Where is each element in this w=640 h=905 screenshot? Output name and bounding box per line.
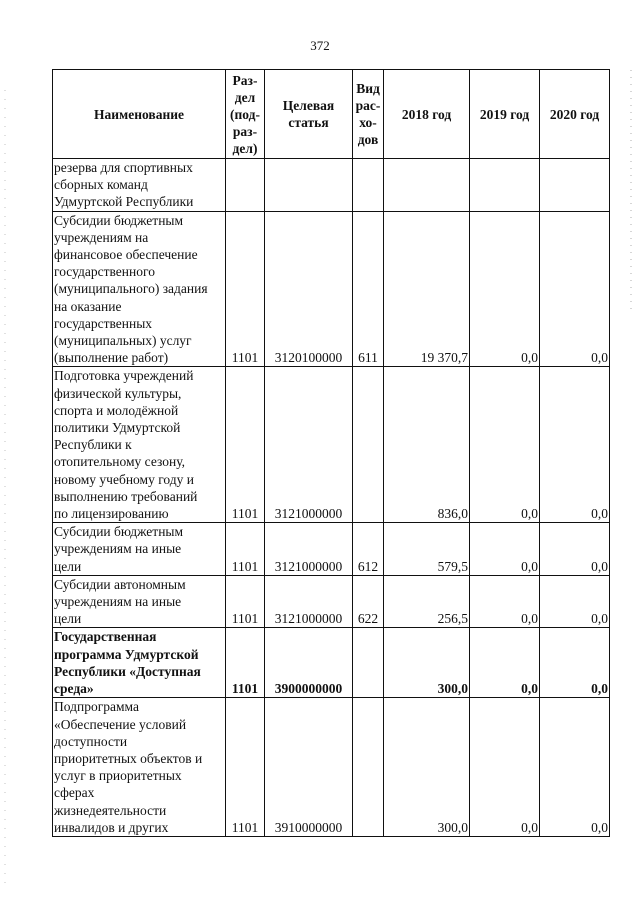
row-name: Субсидии бюджетным учреждениям на финансовое обеспечение государственного (муниципального) задания на оказание государственных (муниципальных) услуг (выполнение работ) xyxy=(53,211,226,367)
row-2020: 0,0 xyxy=(540,211,610,367)
row-section: 1101 xyxy=(226,698,265,837)
header-target: Целевая статья xyxy=(265,70,353,159)
row-section: 1101 xyxy=(226,367,265,523)
row-2019: 0,0 xyxy=(470,698,540,837)
row-2020: 0,0 xyxy=(540,367,610,523)
row-2018 xyxy=(384,159,470,212)
table-row xyxy=(53,523,610,576)
row-target: 3120100000 xyxy=(265,211,353,367)
header-expense-type: Вид рас- хо- дов xyxy=(353,70,384,159)
row-target: 3121000000 xyxy=(265,367,353,523)
row-2018: 19 370,7 xyxy=(384,211,470,367)
header-section: Раз- дел (под- раз- дел) xyxy=(226,70,265,159)
row-section: 1101 xyxy=(226,575,265,628)
row-expense-type: 622 xyxy=(353,575,384,628)
row-section: 1101 xyxy=(226,523,265,576)
row-2019: 0,0 xyxy=(470,575,540,628)
table-row xyxy=(53,628,610,698)
row-name: Субсидии бюджетным учреждениям на иные цели xyxy=(53,523,226,576)
header-2018: 2018 год xyxy=(384,70,470,159)
row-name: резерва для спортивных сборных команд Удмуртской Республики xyxy=(53,159,226,212)
row-2020: 0,0 xyxy=(540,698,610,837)
row-2020: 0,0 xyxy=(540,628,610,698)
table-row xyxy=(53,698,610,837)
header-name: Наименование xyxy=(53,70,226,159)
row-2018: 300,0 xyxy=(384,698,470,837)
row-expense-type xyxy=(353,698,384,837)
row-2019: 0,0 xyxy=(470,211,540,367)
row-expense-type: 612 xyxy=(353,523,384,576)
scan-margin-marks xyxy=(4,90,6,890)
budget-table xyxy=(52,69,610,837)
row-2018: 256,5 xyxy=(384,575,470,628)
row-expense-type xyxy=(353,367,384,523)
row-2018: 836,0 xyxy=(384,367,470,523)
header-2019: 2019 год xyxy=(470,70,540,159)
row-name: Государственная программа Удмуртской Республики «Доступная среда» xyxy=(53,628,226,698)
row-2019: 0,0 xyxy=(470,367,540,523)
row-2018: 579,5 xyxy=(384,523,470,576)
table-row xyxy=(53,159,610,212)
row-expense-type xyxy=(353,628,384,698)
scan-edge-marks xyxy=(630,70,632,310)
row-target xyxy=(265,159,353,212)
row-2019: 0,0 xyxy=(470,628,540,698)
row-name: Подготовка учреждений физической культуры, спорта и молодёжной политики Удмуртской Республики к отопительному сезону, новому учебному году и выполнению требований по лицензированию xyxy=(53,367,226,523)
row-section: 1101 xyxy=(226,211,265,367)
row-name: Подпрограмма «Обеспечение условий доступности приоритетных объектов и услуг в приоритетных сферах жизнедеятельности инвалидов и других xyxy=(53,698,226,837)
row-target: 3900000000 xyxy=(265,628,353,698)
row-section: 1101 xyxy=(226,628,265,698)
page-number: 372 xyxy=(310,38,330,53)
row-2019 xyxy=(470,159,540,212)
row-2020 xyxy=(540,159,610,212)
table-body xyxy=(53,159,610,837)
row-2020: 0,0 xyxy=(540,523,610,576)
table-header-row xyxy=(53,70,610,159)
row-target: 3910000000 xyxy=(265,698,353,837)
row-expense-type xyxy=(353,159,384,212)
row-name: Субсидии автономным учреждениям на иные цели xyxy=(53,575,226,628)
row-2019: 0,0 xyxy=(470,523,540,576)
row-target: 3121000000 xyxy=(265,523,353,576)
row-expense-type: 611 xyxy=(353,211,384,367)
row-2020: 0,0 xyxy=(540,575,610,628)
table-row xyxy=(53,575,610,628)
header-2020: 2020 год xyxy=(540,70,610,159)
row-2018: 300,0 xyxy=(384,628,470,698)
table-row xyxy=(53,211,610,367)
row-target: 3121000000 xyxy=(265,575,353,628)
row-section xyxy=(226,159,265,212)
table-row xyxy=(53,367,610,523)
